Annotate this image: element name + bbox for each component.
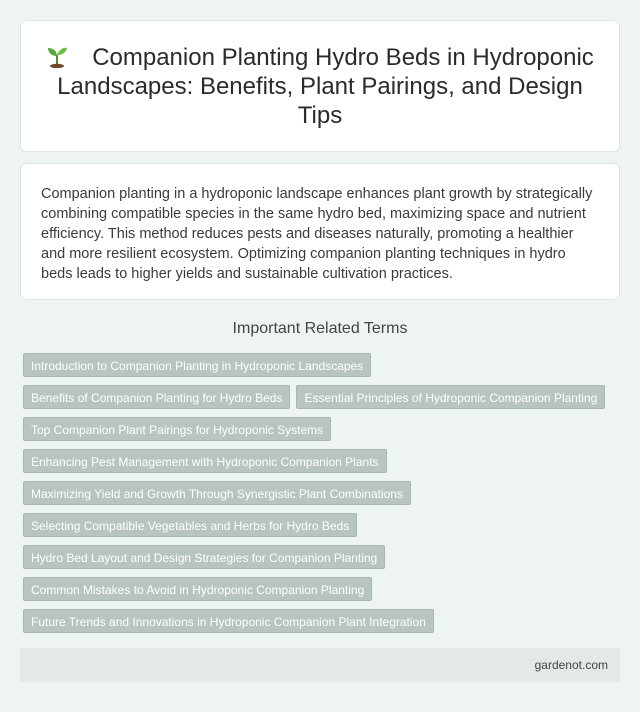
related-term-tag[interactable]: Top Companion Plant Pairings for Hydroponic Systems xyxy=(23,417,331,441)
tag-row xyxy=(23,417,623,441)
tag-row xyxy=(23,353,623,377)
related-term-tag[interactable]: Essential Principles of Hydroponic Companion Planting xyxy=(296,385,605,409)
tag-row xyxy=(23,513,623,537)
related-terms-list xyxy=(23,353,623,641)
title-card xyxy=(20,20,620,152)
related-term-tag[interactable]: Future Trends and Innovations in Hydroponic Companion Plant Integration xyxy=(23,609,434,633)
tag-row xyxy=(23,449,623,473)
related-term-tag[interactable]: Hydro Bed Layout and Design Strategies for Companion Planting xyxy=(23,545,385,569)
footer-site-link[interactable]: gardenot.com xyxy=(534,658,608,672)
related-term-tag[interactable]: Maximizing Yield and Growth Through Synergistic Plant Combinations xyxy=(23,481,411,505)
intro-paragraph: Companion planting in a hydroponic landscape enhances plant growth by strategically combining compatible species in the same hydro bed, maximizing space and nutrient efficiency. This method reduces pests and diseases naturally, promoting a healthier and more resilient ecosystem. Optimizing companion planting techniques in hydro beds leads to higher yields and sustainable cultivation practices. xyxy=(41,186,593,282)
intro-card xyxy=(20,163,620,300)
tag-row xyxy=(23,609,623,633)
related-terms-heading: Important Related Terms xyxy=(232,320,408,337)
related-term-tag[interactable]: Enhancing Pest Management with Hydroponic Companion Plants xyxy=(23,449,387,473)
tag-row xyxy=(23,481,623,505)
related-term-tag[interactable]: Benefits of Companion Planting for Hydro Beds xyxy=(23,385,290,409)
page-title-text: Companion Planting Hydro Beds in Hydroponic Landscapes: Benefits, Plant Pairings, and Design Tips xyxy=(57,43,594,129)
related-term-tag[interactable]: Introduction to Companion Planting in Hydroponic Landscapes xyxy=(23,353,371,377)
tag-row xyxy=(23,545,623,569)
footer xyxy=(20,648,620,682)
sprout-icon xyxy=(46,44,68,68)
tag-row xyxy=(23,385,623,409)
related-term-tag[interactable]: Selecting Compatible Vegetables and Herbs for Hydro Beds xyxy=(23,513,357,537)
tag-row xyxy=(23,577,623,601)
related-term-tag[interactable]: Common Mistakes to Avoid in Hydroponic Companion Planting xyxy=(23,577,372,601)
page-title xyxy=(45,43,595,130)
